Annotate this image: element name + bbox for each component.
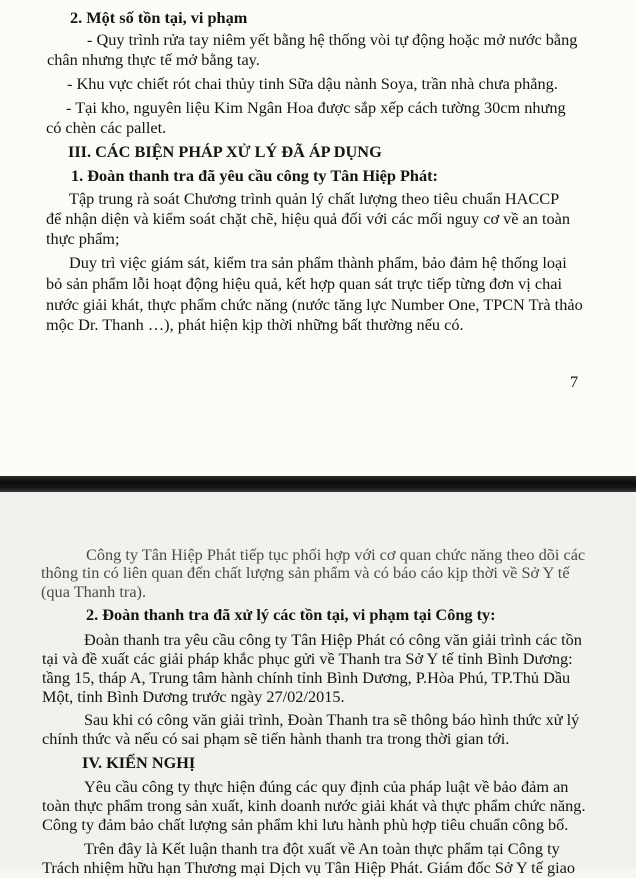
paragraph-request-line-3: Công ty đảm bảo chất lượng sản phẩm khi lưu hành phù hợp tiêu chuẩn công bố. — [42, 815, 569, 834]
paragraph-cooperation-line-1: Công ty Tân Hiệp Phát tiếp tục phối hợp với cơ quan chức năng theo dõi các — [86, 545, 586, 564]
paragraph-notice-line-1: Sau khi có công văn giải trình, Đoàn Thanh tra sẽ thông báo hình thức xử lý — [84, 710, 580, 729]
sub-heading-2: 2. Đoàn thanh tra đã xử lý các tồn tại, vi phạm tại Công ty: — [86, 605, 496, 624]
section-heading: 2. Một số tồn tại, vi phạm — [70, 8, 248, 27]
paragraph-monitoring-line-2: bỏ sản phẩm lỗi hoạt động hiệu quả, kết hợp quan sát trực tiếp từng đơn vị chai — [46, 274, 562, 293]
paragraph-explanation-line-1: Đoàn thanh tra yêu cầu công ty Tân Hiệp Phát có công văn giải trình các tồn — [84, 630, 582, 649]
paragraph-cooperation-line-2: thông tin có liên quan đến chất lượng sản phẩm và có báo cáo kịp thời về Sở Y tế — [41, 563, 570, 582]
paragraph-haccp-line-1: Tập trung rà soát Chương trình quản lý chất lượng theo tiêu chuẩn HACCP — [69, 189, 560, 208]
paragraph-monitoring-line-4: mộc Dr. Thanh …), phát hiện kịp thời những bất thường nếu có. — [46, 315, 464, 334]
paragraph-explanation-line-4: Một, tỉnh Bình Dương trước ngày 27/02/2015. — [42, 687, 345, 706]
part-heading-iv: IV. KIẾN NGHỊ — [82, 753, 196, 772]
paragraph-conclusion-line-2: Trách nhiệm hữu hạn Thương mại Dịch vụ Tân Hiệp Phát. Giám đốc Sở Y tế giao — [42, 858, 576, 877]
part-heading-iii: III. CÁC BIỆN PHÁP XỬ LÝ ĐÃ ÁP DỤNG — [68, 142, 382, 161]
violation-1-line-1: - Quy trình rửa tay niêm yết bằng hệ thống vòi tự động hoặc mở nước bằng — [87, 30, 578, 49]
page-divider — [0, 476, 636, 492]
sub-heading-1: 1. Đoàn thanh tra đã yêu cầu công ty Tân Hiệp Phát: — [71, 166, 438, 185]
paragraph-explanation-line-3: tầng 15, tháp A, Trung tâm hành chính tỉnh Bình Dương, P.Hòa Phú, TP.Thủ Dầu — [42, 668, 571, 687]
paragraph-monitoring-line-3: nước giải khát, thực phẩm chức năng (nước tăng lực Number One, TPCN Trà thảo — [46, 295, 583, 314]
paragraph-conclusion-line-1: Trên đây là Kết luận thanh tra đột xuất về An toàn thực phẩm tại Công ty — [84, 839, 560, 858]
paragraph-haccp-line-2: để nhận diện và kiểm soát chặt chẽ, hiệu quả đối với các mối nguy cơ về an toàn — [46, 209, 571, 228]
page-number: 7 — [570, 372, 579, 391]
paragraph-request-line-1: Yêu cầu công ty thực hiện đúng các quy định của pháp luật về bảo đảm an — [84, 777, 569, 796]
paragraph-monitoring-line-1: Duy trì việc giám sát, kiểm tra sản phẩm thành phẩm, bảo đảm hệ thống loại — [69, 253, 567, 272]
violation-3-line-1: - Tại kho, nguyên liệu Kim Ngân Hoa được sắp xếp cách tường 30cm nhưng — [66, 98, 566, 117]
paragraph-request-line-2: toàn thực phẩm trong sản xuất, kinh doanh nước giải khát và thực phẩm chức năng. — [42, 796, 586, 815]
violation-1-line-2: chân nhưng thực tế mở bằng tay. — [47, 50, 260, 69]
paragraph-haccp-line-3: thực phẩm; — [46, 229, 120, 248]
violation-3-line-2: có chèn các pallet. — [46, 118, 167, 137]
paragraph-explanation-line-2: tại và đề xuất các giải pháp khắc phục gửi về Thanh tra Sở Y tế tỉnh Bình Dương: — [42, 649, 573, 668]
paragraph-cooperation-line-3: (qua Thanh tra). — [41, 582, 147, 601]
violation-2: - Khu vực chiết rót chai thủy tinh Sữa dậu nành Soya, trần nhà chưa phẳng. — [67, 74, 558, 93]
paragraph-notice-line-2: chính thức và nếu có sai phạm sẽ tiến hành thanh tra trong thời gian tới. — [42, 729, 510, 748]
